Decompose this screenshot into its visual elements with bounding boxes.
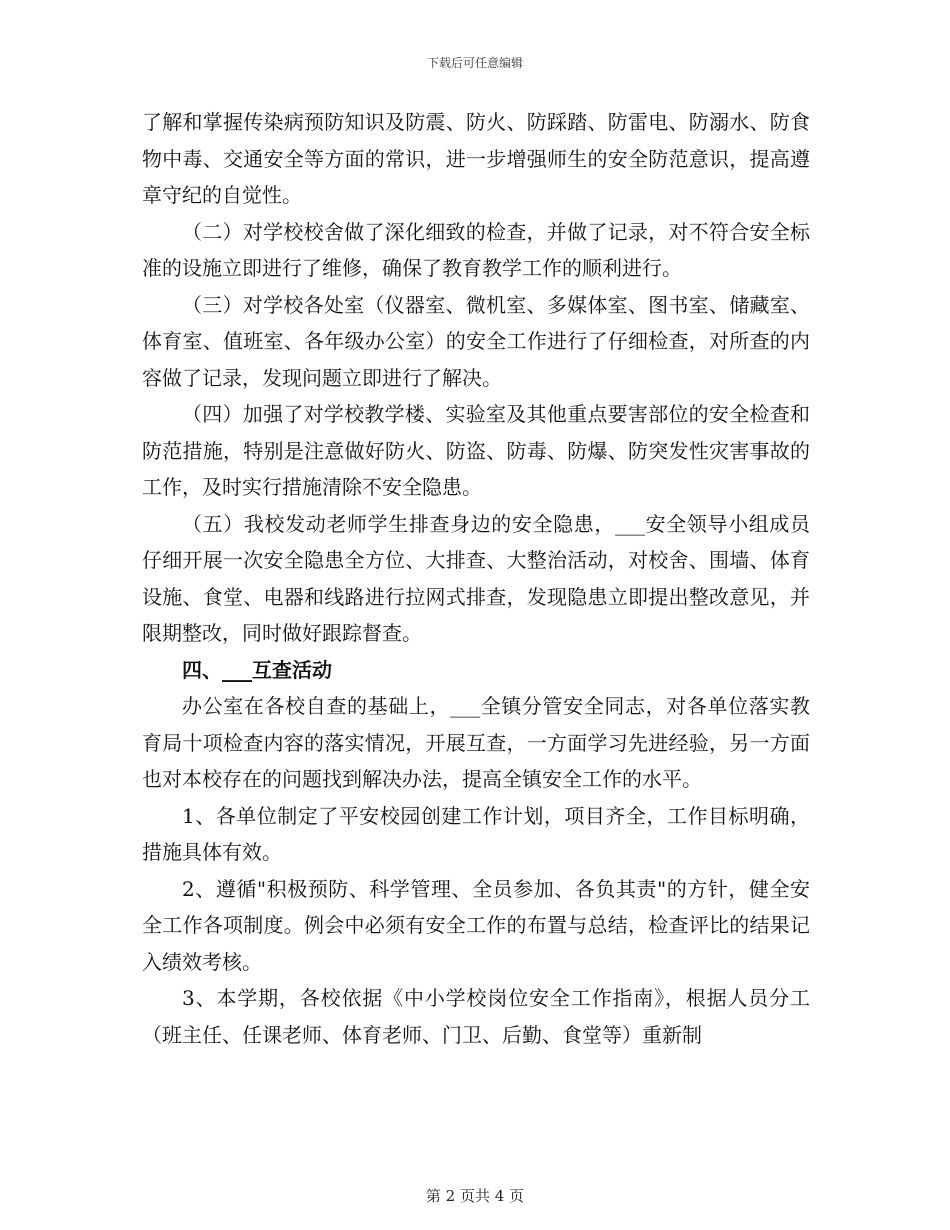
paragraph-item-5: （五）我校发动老师学生排查身边的安全隐患，___安全领导小组成员仔细开展一次安全隐患全方位、大排查、大整治活动，对校舍、围墙、体育设施、食堂、电器和线路进行拉网式排查，发现隐患立即提出整改意见，并限期整改，同时做好跟踪督查。	[142, 511, 810, 645]
page-number-footer: 第 2 页共 4 页	[425, 1187, 525, 1205]
paragraph-item-4: （四）加强了对学校教学楼、实验室及其他重点要害部位的安全检查和防范措施，特别是注意做好防火、防盗、防毒、防爆、防突发性灾害事故的工作，及时实行措施清除不安全隐患。	[142, 402, 810, 499]
list-item-3: 3、本学期，各校依据《中小学校岗位安全工作指南》，根据人员分工（班主任、任课老师、体育老师、门卫、后勤、食堂等）重新制	[142, 986, 810, 1047]
paragraph-intro-continued: 了解和掌握传染病预防知识及防震、防火、防踩踏、防雷电、防溺水、防食物中毒、交通安全等方面的常识，进一步增强师生的安全防范意识，提高遵章守纪的自觉性。	[142, 110, 810, 207]
list-item-1: 1、各单位制定了平安校园创建工作计划，项目齐全，工作目标明确，措施具体有效。	[142, 803, 810, 864]
paragraph-item-2: （二）对学校校舍做了深化细致的检查，并做了记录，对不符合安全标准的设施立即进行了维修，确保了教育教学工作的顺利进行。	[142, 219, 810, 280]
list-item-2: 2、遵循"积极预防、科学管理、全员参加、各负其责"的方针，健全安全工作各项制度。例会中必须有安全工作的布置与总结，检查评比的结果记入绩效考核。	[142, 876, 810, 974]
paragraph-mutual-check-intro: 办公室在各校自查的基础上，___全镇分管安全同志，对各单位落实教育局十项检查内容的落实情况，开展互查，一方面学习先进经验，另一方面也对本校存在的问题找到解决办法，提高全镇安全工作的水平。	[142, 694, 810, 791]
paragraph-item-3: （三）对学校各处室（仪器室、微机室、多媒体室、图书室、储藏室、体育室、值班室、各年级办公室）的安全工作进行了仔细检查，对所查的内容做了记录，发现问题立即进行了解决。	[142, 292, 810, 390]
section-heading-mutual-check: 四、___互查活动	[182, 657, 332, 682]
document-body	[142, 104, 810, 1053]
page-header-note: 下载后可任意编辑	[426, 56, 523, 70]
